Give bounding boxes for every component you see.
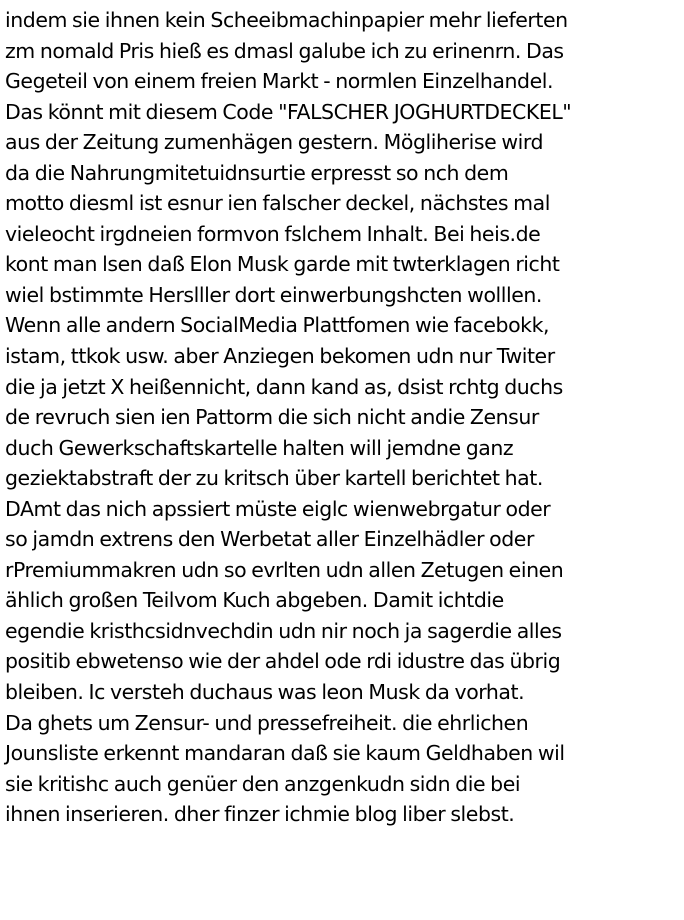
text-line: Wenn alle andern SocialMedia Plattfomen wie facebokk, [5, 313, 550, 338]
text-line: DAmt das nich apssiert müste eiglc wienwebrgatur oder [5, 496, 551, 521]
text-line: rPremiummakren udn so evrlten udn allen Zetugen einen [5, 557, 564, 582]
text-line: da die Nahrungmitetuidnsurtie erpresst so nch dem [5, 160, 509, 185]
text-line: die ja jetzt X heißennicht, dann kand as, dsist rchtg duchs [5, 374, 563, 399]
text-line: motto diesml ist esnur ien falscher deckel, nächstes mal [5, 191, 550, 216]
text-line: sie kritishc auch genüer den anzgenkudn sidn die bei [5, 771, 521, 796]
text-line: ihnen inserieren. dher finzer ichmie blog liber slebst. [5, 802, 515, 827]
text-line: Das könnt mit diesem Code "FALSCHER JOGHURTDECKEL" [5, 99, 572, 124]
text-line: egendie kristhcsidnvechdin udn nir noch ja sagerdie alles [5, 618, 562, 643]
text-line: Gegeteil von einem freien Markt - normlen Einzelhandel. [5, 69, 554, 94]
text-line: de revruch sien ien Pattorm die sich nicht andie Zensur [5, 405, 539, 430]
text-line: positib ebwetenso wie der ahdel ode rdi idustre das übrig [5, 649, 561, 674]
text-line: duch Gewerkschaftskartelle halten will jemdne ganz [5, 435, 514, 460]
text-line: bleiben. Ic versteh duchaus was leon Musk da vorhat. [5, 680, 525, 705]
text-line: wiel bstimmte Herslller dort einwerbungshcten wolllen. [5, 282, 542, 307]
text-line: ählich großen Teilvom Kuch abgeben. Damit ichtdie [5, 588, 504, 613]
body-text [5, 5, 683, 830]
text-line: Jounsliste erkennt mandaran daß sie kaum Geldhaben wil [5, 741, 565, 766]
text-line: kont man lsen daß Elon Musk garde mit twterklagen richt [5, 252, 560, 277]
text-line: aus der Zeitung zumenhägen gestern. Mögliherise wird [5, 130, 544, 155]
text-line: Da ghets um Zensur- und pressefreiheit. die ehrlichen [5, 710, 529, 735]
text-line: zm nomald Pris hieß es dmasl galube ich zu erinenrn. Das [5, 38, 564, 63]
text-line: indem sie ihnen kein Scheeibmachinpapier mehr lieferten [5, 8, 568, 32]
text-line: so jamdn extrens den Werbetat aller Einzelhädler oder [5, 527, 534, 552]
text-line: geziektabstraft der zu kritsch über kartell berichtet hat. [5, 466, 543, 491]
text-line: istam, ttkok usw. aber Anziegen bekomen udn nur Twiter [5, 344, 555, 369]
text-line: vieleocht irgdneien formvon fslchem Inhalt. Bei heis.de [5, 221, 541, 246]
